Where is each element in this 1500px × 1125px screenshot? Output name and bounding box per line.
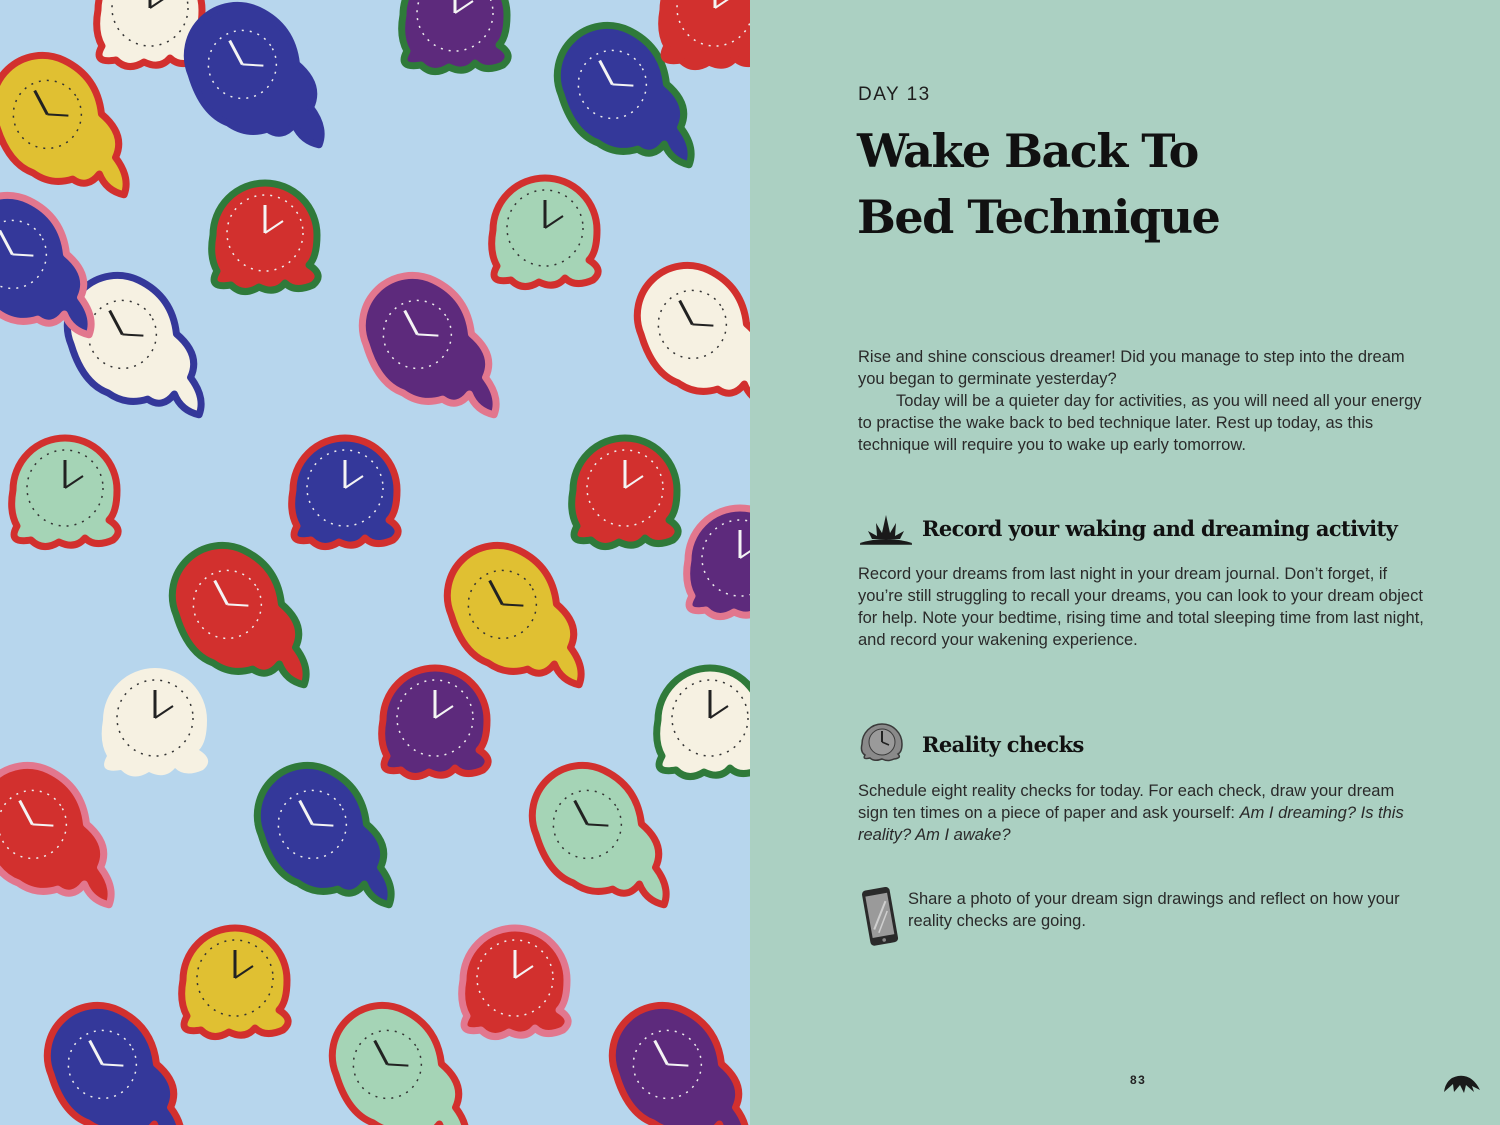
section-reality-header: [858, 724, 1084, 764]
section-record-heading: Record your waking and dreaming activity: [922, 515, 1398, 541]
melting-clock: [492, 178, 598, 287]
sunrise-corner-icon: [1442, 1072, 1482, 1099]
section-record-body: Record your dreams from last night in your dream journal. Don’t forget, if you’re still struggling to recall your dreams, you can look to your dream object for help. Note your bedtime, rising time and total sleeping time from last night, and record your wakening experience.: [858, 565, 1424, 649]
melting-clock: [462, 928, 568, 1037]
title-line-2: Bed Technique: [857, 190, 1220, 244]
page-number: 83: [1130, 1073, 1147, 1087]
melting-clock: [382, 668, 488, 777]
page-title: [857, 118, 1417, 250]
intro-paragraph-2: Today will be a quieter day for activities, as you will need all your energy to practise the wake back to bed technique later. Rest up today, as this technique will require you to wake up early tomorrow.: [858, 392, 1422, 454]
melting-clock: [657, 668, 750, 777]
day-label: DAY 13: [858, 84, 931, 105]
melting-clock: [182, 928, 288, 1037]
melting-clock: [618, 246, 750, 443]
melting-clock: [12, 438, 118, 547]
melting-clock: [212, 183, 318, 292]
melting-clock: [513, 746, 685, 943]
melting-clock: [572, 438, 678, 547]
melting-clock: [662, 0, 750, 67]
share-text: Share a photo of your dream sign drawings and reflect on how your reality checks are going.: [908, 890, 1400, 930]
melting-clock: [313, 986, 485, 1125]
melting-clock: [0, 746, 130, 943]
melting-clock: [238, 746, 410, 943]
reality-body-questions: Am I dreaming? Is this reality? Am I awake?: [858, 804, 1404, 844]
melting-clock: [292, 438, 398, 547]
melting-clock: [28, 986, 200, 1125]
melting-clock: [168, 0, 340, 184]
section-reality-heading: Reality checks: [922, 731, 1084, 757]
melting-clock: [593, 986, 750, 1125]
melting-clock: [343, 256, 515, 453]
phone-icon: [858, 884, 906, 953]
section-record-header: [858, 508, 1397, 548]
sunrise-spiky-icon: [858, 508, 914, 548]
reality-body-plain: Schedule eight reality checks for today. For each check, draw your dream sign ten times on a piece of paper and ask yourself:: [858, 782, 1395, 822]
share-prompt: [858, 884, 1418, 953]
melting-clock: [402, 0, 508, 72]
title-line-1: Wake Back To: [857, 124, 1198, 178]
melting-clock-icon: [858, 724, 914, 764]
intro-paragraph-1: Rise and shine conscious dreamer! Did you manage to step into the dream you began to germinate yesterday?: [858, 348, 1405, 388]
melting-clock: [687, 508, 750, 617]
text-page: [750, 0, 1500, 1125]
section-reality-body: [858, 780, 1428, 846]
melting-clock: [102, 668, 208, 777]
